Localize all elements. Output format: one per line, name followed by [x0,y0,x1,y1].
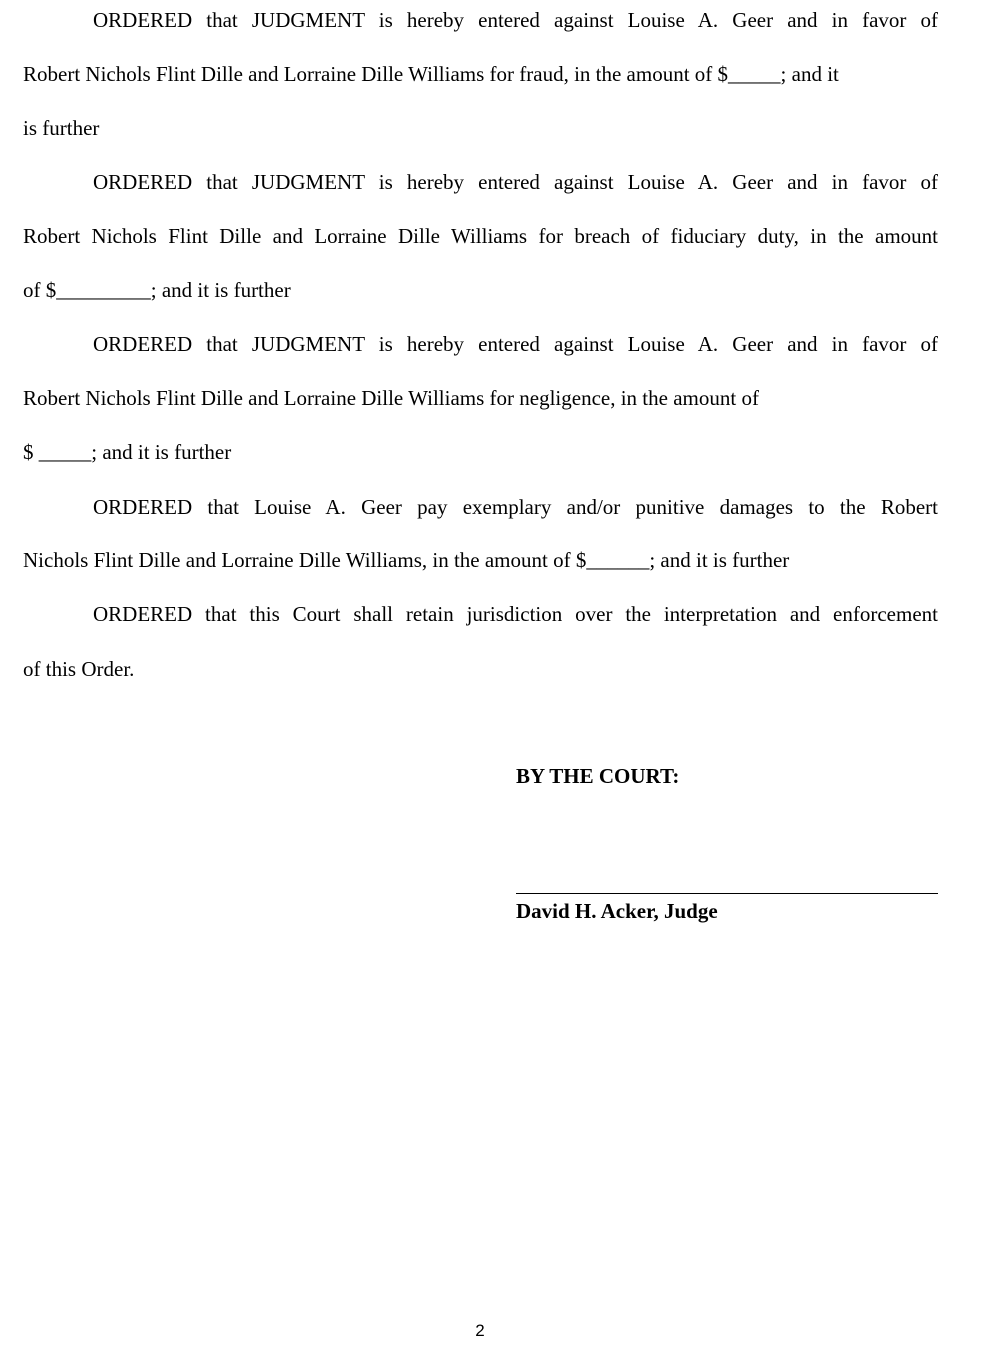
paragraph-fiduciary-line-3: of $_________; and it is further [23,278,291,302]
judge-name: David H. Acker, Judge [516,899,718,923]
page-number: 2 [475,1321,485,1340]
paragraph-jurisdiction-line-1: ORDERED that this Court shall retain jurisdiction over the interpretation and enforcement [93,602,938,626]
court-signature-heading: BY THE COURT: [516,764,680,788]
paragraph-negligence-line-3: $ _____; and it is further [23,440,232,464]
paragraph-fiduciary-line-2: Robert Nichols Flint Dille and Lorraine Dille Williams for breach of fiduciary duty, in the amount [23,224,938,248]
paragraph-fiduciary-line-1: ORDERED that JUDGMENT is hereby entered against Louise A. Geer and in favor of [93,170,938,194]
paragraph-fraud-line-3: is further [23,116,100,140]
paragraph-punitive-line-1: ORDERED that Louise A. Geer pay exemplary and/or punitive damages to the Robert [93,495,938,519]
paragraph-negligence-line-2: Robert Nichols Flint Dille and Lorraine Dille Williams for negligence, in the amount of [23,386,759,410]
paragraph-punitive-line-2: Nichols Flint Dille and Lorraine Dille Williams, in the amount of $______; and it is further [23,548,790,572]
paragraph-fraud-line-1: ORDERED that JUDGMENT is hereby entered against Louise A. Geer and in favor of [93,8,938,32]
signature-line [516,893,938,894]
paragraph-fraud-line-2: Robert Nichols Flint Dille and Lorraine Dille Williams for fraud, in the amount of $_____; and it [23,62,839,86]
paragraph-negligence-line-1: ORDERED that JUDGMENT is hereby entered against Louise A. Geer and in favor of [93,332,938,356]
paragraph-jurisdiction-line-2: of this Order. [23,657,135,681]
